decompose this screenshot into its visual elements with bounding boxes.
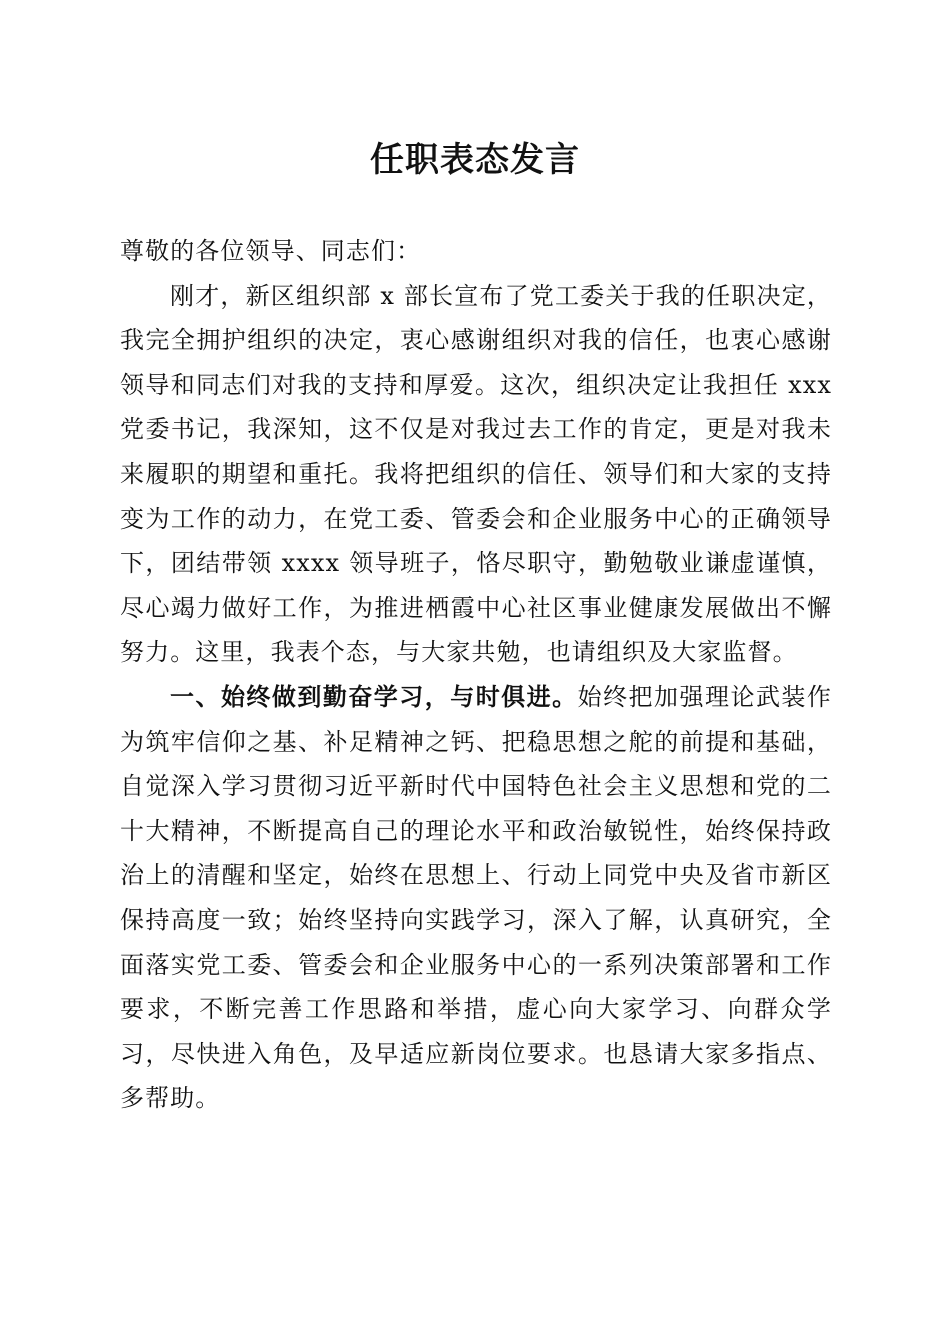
paragraph-section-1 bbox=[120, 675, 832, 1121]
section-1-body: 始终把加强理论武装作为筑牢信仰之基、补足精神之钙、把稳思想之舵的前提和基础，自觉深入学习贯彻习近平新时代中国特色社会主义思想和党的二十大精神，不断提高自己的理论水平和政治敏锐性，始终保持政治上的清醒和坚定，始终在思想上、行动上同党中央及省市新区保持高度一致；始终坚持向实践学习，深入了解，认真研究，全面落实党工委、管委会和企业服务中心的一系列决策部署和工作要求，不断完善工作思路和举措，虚心向大家学习、向群众学习，尽快进入角色，及早适应新岗位要求。也恳请大家多指点、多帮助。 bbox=[120, 682, 832, 1113]
paragraph-intro: 刚才，新区组织部 x 部长宣布了党工委关于我的任职决定，我完全拥护组织的决定，衷心感谢组织对我的信任，也衷心感谢领导和同志们对我的支持和厚爱。这次，组织决定让我担任 xxx 党委书记，我深知，这不仅是对我过去工作的肯定，更是对我未来履职的期望和重托。我将把组织的信任、领导们和大家的支持变为工作的动力，在党工委、管委会和企业服务中心的正确领导下，团结带领 xxxx 领导班子，恪尽职守，勤勉敬业谦虚谨慎，尽心竭力做好工作，为推进栖霞中心社区事业健康发展做出不懈努力。这里，我表个态，与大家共勉，也请组织及大家监督。 bbox=[120, 281, 832, 667]
salutation: 尊敬的各位领导、同志们： bbox=[120, 237, 422, 265]
document-body bbox=[120, 229, 832, 1121]
document-title: 任职表态发言 bbox=[370, 140, 580, 180]
section-1-heading: 一、始终做到勤奋学习，与时俱进。 bbox=[170, 682, 578, 711]
